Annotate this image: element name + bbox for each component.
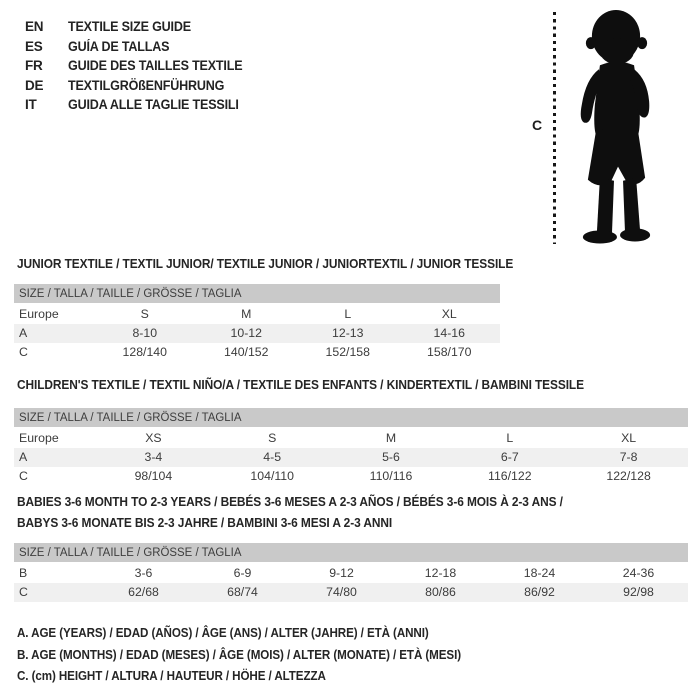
value-cell: 3-6 [134,566,153,580]
value-cell: 62/68 [128,585,159,599]
children-section-title [17,377,627,392]
language-row-fr [25,56,256,76]
babies-section-title-text1: BABIES 3-6 MONTH TO 2-3 YEARS / BEBÉS 3-6 MESES A 2-3 AÑOS / BÉBÉS 3-6 MOIS À 2-3 ANS / [17,494,563,509]
language-title: GUIDA ALLE TAGLIE TESSILI [68,97,239,113]
children-section-title-text: CHILDREN'S TEXTILE / TEXTIL NIÑO/A / TEXTILE DES ENFANTS / KINDERTEXTIL / BAMBINI TESSILE [17,377,584,392]
value-cell: 98/104 [134,469,173,483]
table-row-age [14,448,688,467]
size-cell: XS [145,431,162,445]
value-cell: 86/92 [524,585,555,599]
note-age-years [17,626,494,648]
note-height-cm [17,669,494,691]
row-label: B [19,566,28,580]
size-cell: M [385,431,397,445]
value-cell: 68/74 [227,585,258,599]
toddler-silhouette-image [565,9,669,245]
language-title: TEXTILGRÖßENFÜHRUNG [68,77,225,93]
note-age-months [17,648,494,670]
table-row-europe [14,305,500,324]
junior-size-table [14,284,500,362]
value-cell: 128/140 [122,345,167,359]
table-row-europe [14,429,688,448]
value-cell: 24-36 [622,566,655,580]
value-cell: 104/110 [250,469,294,483]
size-cell: L [344,307,352,321]
babies-section-title-line1 [17,494,604,509]
value-cell: 116/122 [488,469,532,483]
value-cell: 152/158 [325,345,370,359]
value-cell: 158/170 [427,345,472,359]
language-row-es [25,37,256,57]
measurement-figure [520,0,700,250]
value-cell: 12-13 [332,326,364,340]
junior-section-title-text: JUNIOR TEXTILE / TEXTIL JUNIOR/ TEXTILE JUNIOR / JUNIORTEXTIL / JUNIOR TESSILE [17,256,514,271]
size-cell: XL [621,431,637,445]
row-label: A [19,450,28,464]
height-measure-label: C [532,117,543,133]
size-cell: L [506,431,514,445]
size-header-text: SIZE / TALLA / TAILLE / GRÖSSE / TAGLIA [19,410,242,424]
value-cell: 140/152 [224,345,269,359]
note-text: A. AGE (YEARS) / EDAD (AÑOS) / ÂGE (ANS) / ALTER (JAHRE) / ETÀ (ANNI) [17,626,429,640]
row-label: C [19,345,28,359]
value-cell: 92/98 [623,585,654,599]
table-row-age [14,324,500,343]
language-code: EN [25,19,44,35]
value-cell: 12-18 [424,566,457,580]
size-header-text: SIZE / TALLA / TAILLE / GRÖSSE / TAGLIA [19,286,242,300]
value-cell: 10-12 [230,326,262,340]
babies-section-title-text2: BABYS 3-6 MONATE BIS 2-3 JAHRE / BAMBINI 3-6 MESI A 2-3 ANNI [17,515,393,530]
row-label: C [19,585,28,599]
value-cell: 110/116 [369,469,413,483]
size-cell: S [140,307,149,321]
value-cell: 7-8 [619,450,638,464]
language-code: IT [25,97,37,113]
value-cell: 18-24 [523,566,556,580]
note-text: C. (cm) HEIGHT / ALTURA / HAUTEUR / HÖHE / ALTEZZA [17,669,326,683]
row-label: C [19,469,28,483]
value-cell: 74/80 [326,585,357,599]
size-cell: XL [441,307,457,321]
value-cell: 4-5 [263,450,282,464]
value-cell: 80/86 [425,585,456,599]
babies-section-title-line2 [17,515,420,530]
size-cell: M [241,307,252,321]
row-label: Europe [19,307,59,321]
table-row-age-months [14,564,688,583]
language-code: ES [25,38,43,54]
table-row-height [14,343,500,362]
size-header-bar [14,408,688,427]
value-cell: 3-4 [144,450,163,464]
value-cell: 5-6 [382,450,400,464]
value-cell: 6-9 [233,566,252,580]
language-code: FR [25,58,43,74]
language-row-de [25,76,256,96]
row-label: Europe [19,431,59,445]
table-row-height [14,467,688,486]
junior-section-title [17,256,551,271]
language-title: TEXTILE SIZE GUIDE [68,19,191,35]
language-row-en [25,17,256,37]
value-cell: 122/128 [606,469,651,483]
children-size-table [14,408,688,486]
value-cell: 14-16 [433,326,465,340]
value-cell: 8-10 [132,326,158,340]
value-cell: 6-7 [500,450,519,464]
size-header-text: SIZE / TALLA / TAILLE / GRÖSSE / TAGLIA [19,545,242,559]
size-header-bar [14,284,500,303]
value-cell: 9-12 [329,566,354,580]
height-measure-dashed-line [553,12,556,244]
language-code: DE [25,77,44,93]
language-title-list [25,17,256,115]
language-title: GUÍA DE TALLAS [68,38,170,54]
language-title: GUIDE DES TAILLES TEXTILE [68,58,243,74]
table-row-height [14,583,688,602]
size-header-bar [14,543,688,562]
size-cell: S [268,431,277,445]
language-row-it [25,95,256,115]
note-text: B. AGE (MONTHS) / EDAD (MESES) / ÂGE (MOIS) / ALTER (MONATE) / ETÀ (MESI) [17,647,461,662]
legend-notes [17,626,494,691]
babies-size-table [14,543,688,602]
row-label: A [19,326,28,340]
